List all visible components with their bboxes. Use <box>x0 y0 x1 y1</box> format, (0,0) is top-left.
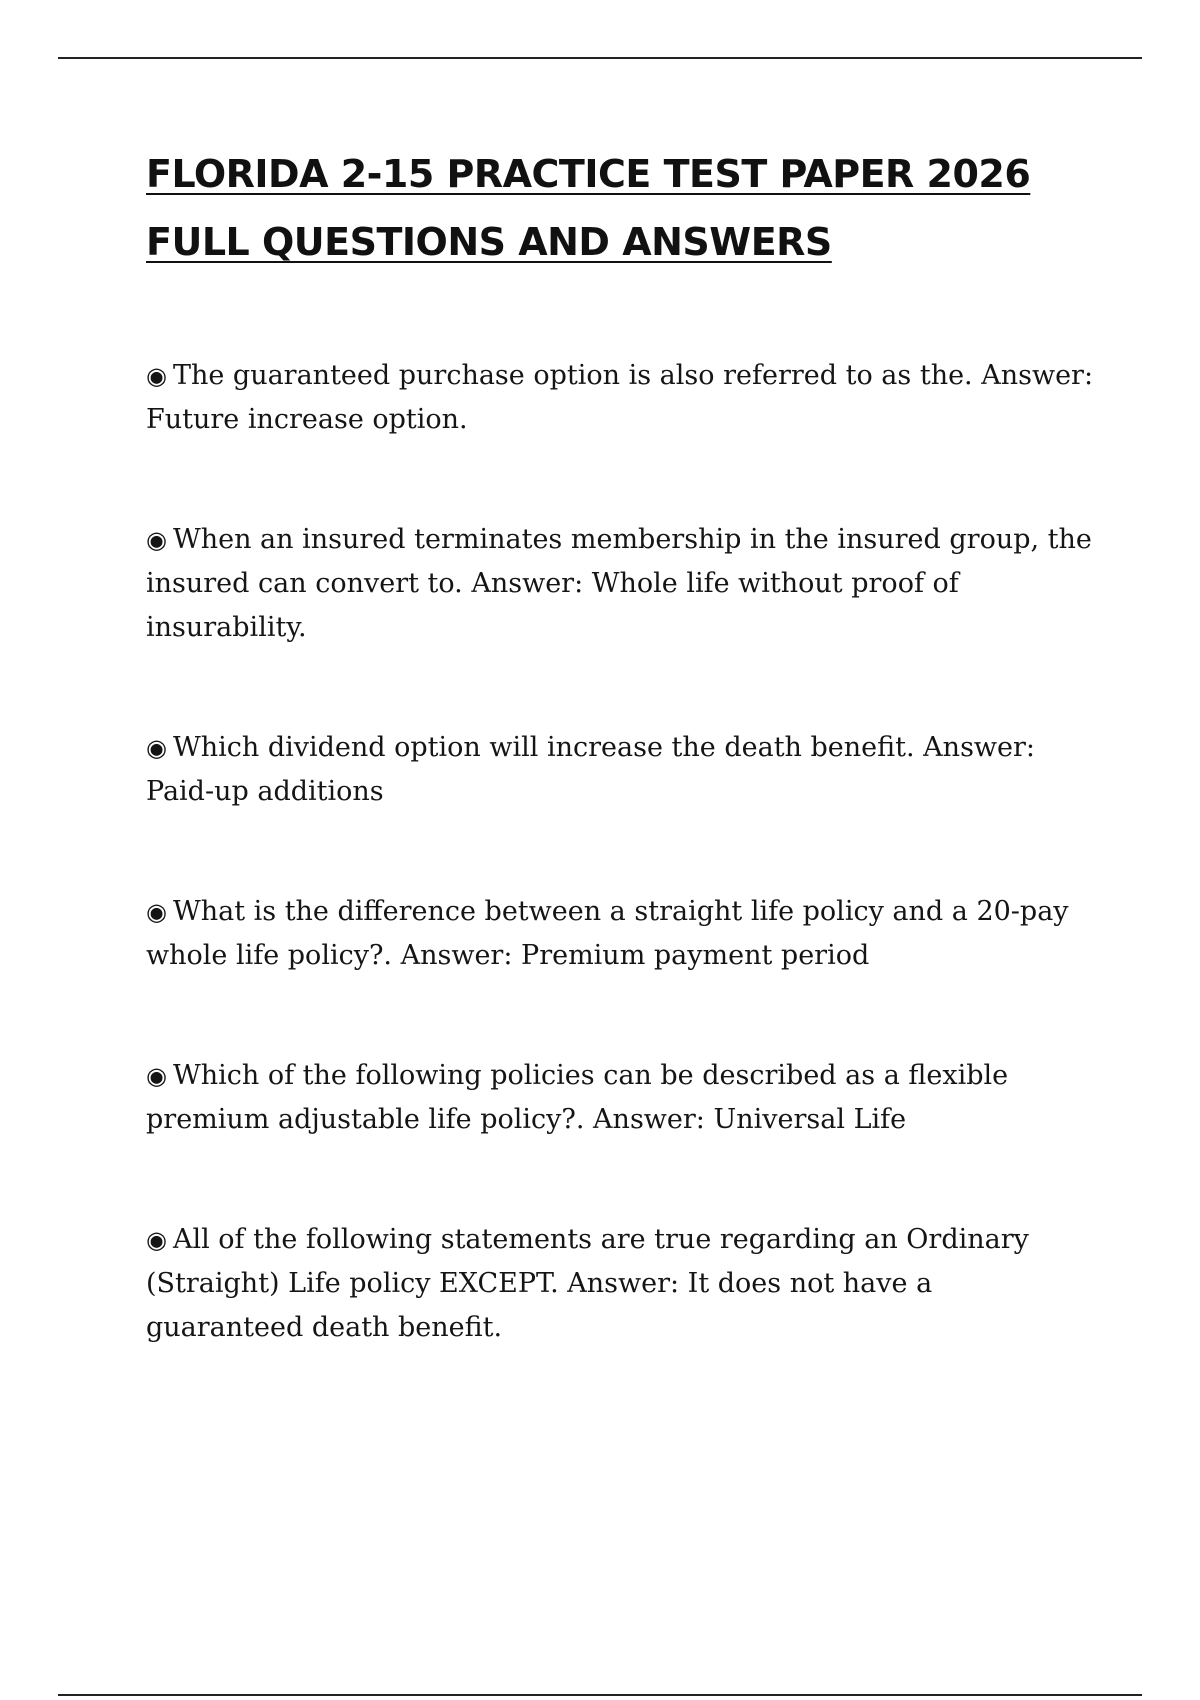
radio-bullet-icon: ◉ <box>146 526 167 554</box>
bottom-divider <box>58 1694 1142 1696</box>
radio-bullet-icon: ◉ <box>146 734 167 762</box>
qa-text: All of the following statements are true regarding an Ordinary (Straight) Life policy EXCEPT. Answer: It does not have a guaranteed death benefit. <box>146 1224 1029 1343</box>
qa-text: The guaranteed purchase option is also referred to as the. Answer: Future increase option. <box>146 360 1094 435</box>
radio-bullet-icon: ◉ <box>146 1226 167 1254</box>
qa-text: When an insured terminates membership in the insured group, the insured can convert to. Answer: Whole life without proof of insurability. <box>146 524 1092 643</box>
radio-bullet-icon: ◉ <box>146 898 167 926</box>
qa-item <box>146 354 1096 442</box>
qa-item <box>146 1218 1096 1350</box>
page-title: FLORIDA 2-15 PRACTICE TEST PAPER 2026 FULL QUESTIONS AND ANSWERS <box>146 152 1031 264</box>
qa-text: Which of the following policies can be described as a flexible premium adjustable life policy?. Answer: Universal Life <box>146 1060 1009 1135</box>
radio-bullet-icon: ◉ <box>146 1062 167 1090</box>
top-divider <box>58 57 1142 59</box>
radio-bullet-icon: ◉ <box>146 362 167 390</box>
qa-item <box>146 726 1096 814</box>
qa-text: What is the difference between a straight life policy and a 20-pay whole life policy?. Answer: Premium payment period <box>146 896 1069 971</box>
qa-item <box>146 890 1096 978</box>
qa-item <box>146 1054 1096 1142</box>
qa-item <box>146 518 1096 650</box>
qa-text: Which dividend option will increase the death benefit. Answer: Paid-up additions <box>146 732 1036 807</box>
